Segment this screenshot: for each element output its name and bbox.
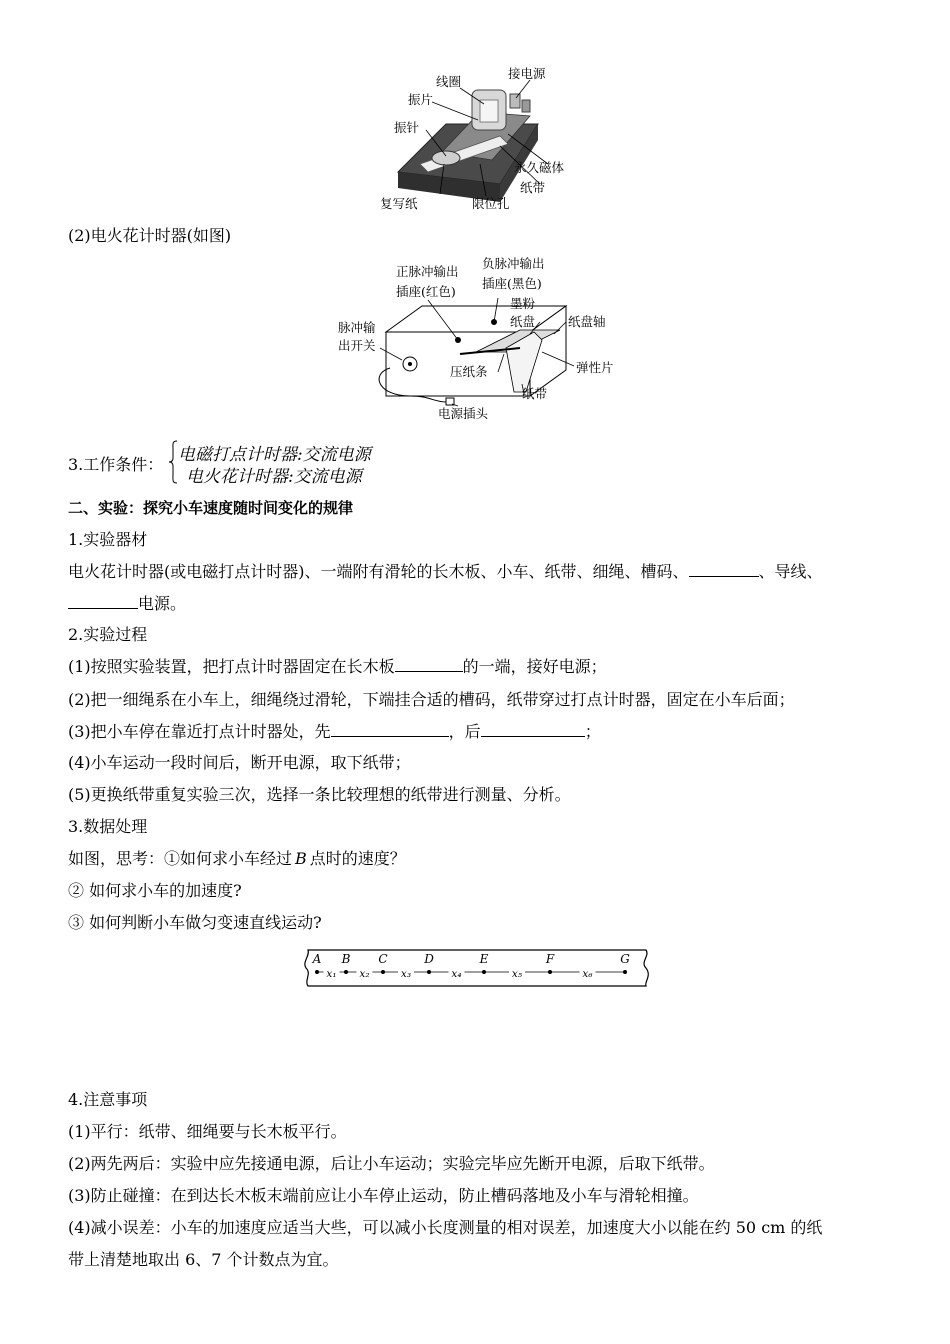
notes-title: 4.注意事项 [68, 1090, 148, 1109]
tape-segment-label-4: x₄ [451, 968, 462, 980]
question-1-point: B [295, 849, 307, 868]
work-conditions [68, 438, 468, 486]
electromagnetic-timer-figure [380, 64, 580, 214]
tape-point-D [427, 970, 431, 974]
equipment-text-b: 、导线、 [758, 562, 823, 581]
process-title: 2.实验过程 [68, 625, 148, 644]
label-spring: 弹性片 [576, 360, 614, 375]
step3-text-b: ，后 [448, 722, 481, 741]
tape-segment-label-3: x₃ [400, 968, 412, 980]
tape-point-E [482, 970, 486, 974]
label-pos-out-1: 正脉冲输出 [396, 264, 459, 279]
process-step-5: (5)更换纸带重复实验三次，选择一条比较理想的纸带进行测量、分析。 [68, 785, 571, 804]
work-condition-electromagnetic: 电磁打点计时器:交流电源 [178, 445, 371, 465]
tape-point-label-E: E [479, 952, 489, 966]
spark-timer-title: (2)电火花计时器(如图) [68, 226, 232, 245]
blank-step1[interactable] [395, 655, 463, 672]
tape-segment-label-1: x₁ [326, 968, 337, 980]
tape-figure [300, 948, 654, 988]
process-step-2: (2)把一细绳系在小车上，细绳绕过滑轮，下端挂合适的槽码，纸带穿过打点计时器，固定在小车后面； [68, 690, 795, 709]
label-tape2: 纸带 [522, 386, 548, 401]
process-step-3 [68, 720, 601, 744]
note-2: (2)两先两后：实验中应先接通电源，后让小车运动；实验完毕应先断开电源，后取下纸带。 [68, 1154, 715, 1173]
label-ink-1: 墨粉 [510, 296, 536, 311]
tape-point-F [548, 970, 552, 974]
work-conditions-label: 3.工作条件： [68, 455, 164, 474]
label-magnet: 永久磁体 [514, 160, 565, 175]
electromagnetic-timer-drawing [380, 64, 580, 214]
data-processing-title: 3.数据处理 [68, 817, 148, 836]
label-neg-out-2: 插座(黑色) [482, 276, 542, 291]
blank-equipment-1[interactable] [689, 560, 759, 577]
question-1-text-a: 如图，思考：①如何求小车经过 [68, 849, 293, 868]
blank-step3-a[interactable] [331, 720, 449, 737]
question-1-text-c: 点时的速度？ [309, 849, 406, 868]
step3-text-c: ； [584, 722, 601, 741]
tape-point-label-A: A [312, 952, 322, 966]
step1-text-b: 的一端，接好电源； [462, 657, 607, 676]
tape-point-C [381, 970, 385, 974]
tape-point-G [623, 970, 627, 974]
tape-point-label-C: C [378, 952, 388, 966]
question-2: ② 如何求小车的加速度? [68, 881, 242, 900]
note-1: (1)平行：纸带、细绳要与长木板平行。 [68, 1122, 347, 1141]
tape-point-label-G: G [620, 952, 630, 966]
section-title: 二、实验：探究小车速度随时间变化的规律 [68, 499, 354, 517]
label-carbon: 复写纸 [380, 196, 418, 211]
tape-point-B [344, 970, 348, 974]
tape-point-label-B: B [341, 952, 351, 966]
work-condition-spark: 电火花计时器:交流电源 [186, 467, 362, 487]
equipment-title: 1.实验器材 [68, 530, 148, 549]
note-4-a: (4)减小误差：小车的加速度应适当大些，可以减小长度测量的相对误差，加速度大小以能在约 50 cm 的纸 [68, 1218, 823, 1237]
label-neg-out-1: 负脉冲输出 [482, 256, 545, 271]
tape-point-A [315, 970, 319, 974]
equipment-line-1 [68, 560, 823, 584]
tape-point-label-D: D [424, 952, 434, 966]
blank-step3-b[interactable] [481, 720, 585, 737]
question-1 [68, 847, 406, 871]
equipment-text-c: 电源。 [138, 594, 187, 613]
question-3: ③ 如何判断小车做匀变速直线运动? [68, 913, 322, 932]
brace [168, 440, 178, 484]
process-step-4: (4)小车运动一段时间后，断开电源，取下纸带； [68, 753, 411, 772]
label-vibrator: 振片 [408, 92, 434, 107]
equipment-text-a: 电火花计时器(或电磁打点计时器)、一端附有滑轮的长木板、小车、纸带、细绳、槽码、 [68, 562, 689, 581]
label-ink-2: 纸盘 [510, 314, 536, 329]
spark-timer-figure [330, 256, 650, 424]
label-power: 接电源 [508, 66, 546, 81]
step1-text-a: (1)按照实验装置，把打点计时器固定在长木板 [68, 657, 395, 676]
label-plug: 电源插头 [438, 406, 489, 421]
label-coil: 线圈 [436, 74, 462, 89]
note-4-b: 带上清楚地取出 6、7 个计数点为宜。 [68, 1250, 339, 1269]
label-switch-2: 出开关 [338, 338, 376, 353]
tape-segment-label-2: x₂ [359, 968, 370, 980]
process-step-1 [68, 655, 607, 679]
blank-equipment-2[interactable] [68, 592, 138, 609]
tape-segment-label-5: x₅ [511, 968, 523, 980]
step3-text-a: (3)把小车停在靠近打点计时器处，先 [68, 722, 331, 741]
label-needle: 振针 [394, 120, 420, 135]
equipment-line-2 [68, 592, 186, 616]
tape-drawing [300, 948, 654, 988]
note-3: (3)防止碰撞：在到达长木板末端前应让小车停止运动，防止槽码落地及小车与滑轮相撞。 [68, 1186, 699, 1205]
tape-segment-label-6: x₆ [582, 968, 593, 980]
label-switch-1: 脉冲输 [338, 320, 376, 335]
label-tape: 纸带 [520, 180, 546, 195]
label-hole: 限位孔 [472, 196, 510, 211]
tape-point-label-F: F [545, 952, 555, 966]
label-axle: 纸盘轴 [568, 314, 606, 329]
label-press: 压纸条 [450, 364, 488, 379]
label-pos-out-2: 插座(红色) [396, 284, 456, 299]
